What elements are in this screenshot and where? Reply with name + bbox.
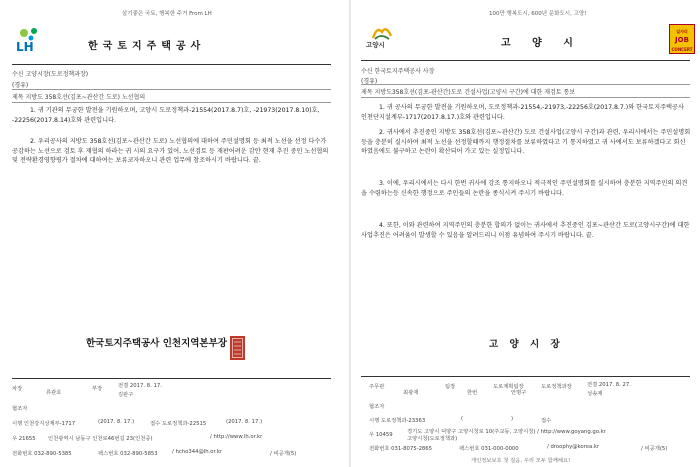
footer-planning-name: 안명구: [511, 390, 527, 396]
footer-approval-date: 전결 2017. 8. 27.: [587, 382, 631, 388]
footer-email: / droophy@korea.kr: [547, 444, 600, 450]
sender-title: 고 양 시 장: [489, 339, 564, 350]
lh-tagline: 살기좋은 국토, 행복한 주거 From LH: [122, 11, 212, 17]
footer-address: 경기도 고양시 덕양구 고양시청로 10(주교동, 고양시청) / http://www.goyang.go.kr: [407, 429, 606, 435]
sender-org-name: 한국토지주택공사: [88, 41, 206, 52]
seal-icon: [232, 338, 243, 358]
footer-receipt: 접수: [541, 418, 552, 424]
footer-receipt: 접수 도로정책과-22515: [150, 421, 207, 427]
footer-postcode: 우 10459: [369, 432, 393, 438]
footer-address: 인천광역시 남동구 인천로46번길 23(인천중): [48, 436, 153, 442]
job-badge-line-1: 일자리: [676, 29, 688, 34]
footer-enforcement-date: (2017. 8. 17.): [98, 419, 135, 425]
footer-cooperator-label: 협조자: [12, 406, 28, 412]
paragraph-1: 1. 귀 공사의 무궁한 발전을 기원하오며, 도로정책과-21554,-21973,-22256호(2017.8.7.)와 한국토지주택공사 인천단지설계부-1717(2017.8.17.)호와 관련입니다.: [361, 104, 684, 121]
footer-enforcement-open: (: [461, 416, 464, 422]
footer-approval-date: 전결 2017. 8. 17.: [118, 383, 162, 389]
header-rule: [12, 64, 331, 65]
paragraph-2: 2. 귀사에서 추진중인 지방도 358호선(김포~관산간) 도로 건설사업(고양시 구간)과 관련, 우리시에서는 주민설명회등을 충분히 실시하여 최적 노선을 선정할때까지 행정절차를 보류하였다고 기 통지하였고 귀 사에서도 보류하겠다고 회신하였음에도 불구하고 논란이 확산되어 가고 있는 실정입니다.: [361, 129, 691, 156]
paragraph-4: 4. 또한, 이와 관련하여 지역주민의 충분한 합의가 없이는 귀사에서 추진중인 김포~관산간 도로(고양시구간)에 대한 사업추진은 어려움이 발생할 수 있음을 알려드리니 이점 유념하여 주시기 바랍니다. 끝.: [361, 222, 690, 239]
footer-enforcement: 시행 도로정책과-23363: [369, 418, 426, 424]
paragraph-2: 2. 우리공사의 지방도 358호선(김포~관산간 도로) 노선협의에 대하여 주민설명회 등 최적 노선을 선정 다수가 공감하는 노선으로 검토 후 재협의 하라는 귀 시의 요구가 있어, 노선검토 등 재판어려운 감안 현재 추진 중인 노선협의 및 전략환경영향평가 절차에 대하여는 보류코자하오니 관련 업무에 참조하시기 바랍니다. 끝.: [12, 138, 329, 165]
goyang-tagline: 100만 행복도시, 600년 문화도시, 고양!: [489, 11, 587, 17]
footer-phone: 전화번호 031-8075-2865: [369, 446, 433, 452]
footer-rule: [12, 378, 331, 379]
goyang-logo-text: 고양시: [366, 41, 385, 49]
footer-planning-label: 도로계획팀장: [493, 384, 524, 390]
footer-office: 고양시청(도로정책과): [407, 436, 458, 442]
footer-approver-name: 김판구: [118, 392, 134, 398]
goyang-logo: [365, 24, 399, 50]
lh-official-letter: [0, 0, 349, 467]
subject-bottom-rule: [12, 102, 331, 103]
footer-phone: 전화번호 032-890-5385: [12, 451, 72, 457]
lh-logo: [14, 28, 46, 60]
footer-teamlead-name: 한번: [467, 390, 478, 396]
paragraph-1: 1. 귀 기관의 무궁한 발전을 기원하오며, 고양시 도로정책과-21554(2017.8.7)호, -21973(2017.8.10)호, -22256(2017.8.14)호와 관련입니다.: [12, 107, 320, 124]
footer-disclosure: / 비공개(5): [641, 446, 668, 452]
job-badge-line-3: CONCERT: [671, 47, 693, 52]
sender-org-name: 고 양 시: [501, 38, 582, 49]
footer-email: / hcho344@lh.or.kr: [172, 449, 223, 455]
recipient-line: 수신 고양시장(도로정책과장): [12, 71, 89, 78]
footer-fax: 팩스번호 031-000-0000: [459, 446, 519, 452]
subject-bottom-rule: [361, 97, 690, 98]
via-line: (경유): [361, 78, 378, 85]
official-seal: [230, 336, 245, 360]
subject-line: 제목 지방도 358호선(김포~관산간 도로) 노선협의: [12, 94, 146, 101]
footer-drafter-name: 류관호: [46, 390, 62, 396]
recipient-line: 수신 한국토지주택공사 사장: [361, 68, 435, 75]
header-rule: [361, 60, 690, 61]
footer-enforcement-close: ): [511, 416, 514, 422]
footer-postcode: 우 21655: [12, 436, 36, 442]
subject-line: 제목 지방도358호선(김포-관산간)도로 건설사업(고양시 구간)에 대한 재검토 통보: [361, 89, 576, 96]
footer-disclosure: / 비공개(5): [270, 451, 297, 457]
subject-top-rule: [12, 89, 331, 90]
footer-director-name: 성송제: [587, 391, 603, 397]
job-badge-line-2: JOB: [675, 36, 689, 44]
footer-approver-label: 부장: [92, 386, 103, 392]
footer-drafter-label: 차장: [12, 386, 23, 392]
footer-enforcement: 시행 인천강지상제부-1717: [12, 421, 76, 427]
footer-cooperator-label: 협조자: [369, 404, 385, 410]
footer-teamlead-label: 팀장: [445, 384, 456, 390]
lh-logo-text: LH: [16, 40, 34, 54]
footer-drafter-label: 주무관: [369, 384, 385, 390]
footer-drafter-name: 최광재: [403, 390, 419, 396]
sender-title: 한국토지주택공사 인천지역본부장: [86, 338, 227, 349]
goyang-official-letter: [351, 0, 700, 467]
footer-receipt-date: (2017. 8. 17.): [226, 419, 263, 425]
footer-homepage: / http://www.lh.or.kr: [210, 434, 263, 440]
footer-fax: 팩스번호 032-890-5853: [98, 451, 158, 457]
goyang-logo-icon: [371, 24, 393, 40]
job-concert-badge: [669, 24, 695, 54]
privacy-slogan: 개인정보보호 첫 걸음, 우리 모두 함께해요!: [471, 458, 571, 464]
paragraph-3: 3. 이에, 우리시에서는 다시 한번 귀사에 강조 통지하오니 적극적인 주민설명회를 실시하여 충분한 지역주민의 의견을 수렴하는등 신속한 행정으로 주민들의 논란을 종식시켜 주시기 바랍니다.: [361, 180, 688, 197]
footer-director-label: 도로정책과장: [541, 384, 572, 390]
footer-rule: [361, 376, 690, 377]
via-line: (경유): [12, 82, 29, 89]
subject-top-rule: [361, 84, 690, 85]
